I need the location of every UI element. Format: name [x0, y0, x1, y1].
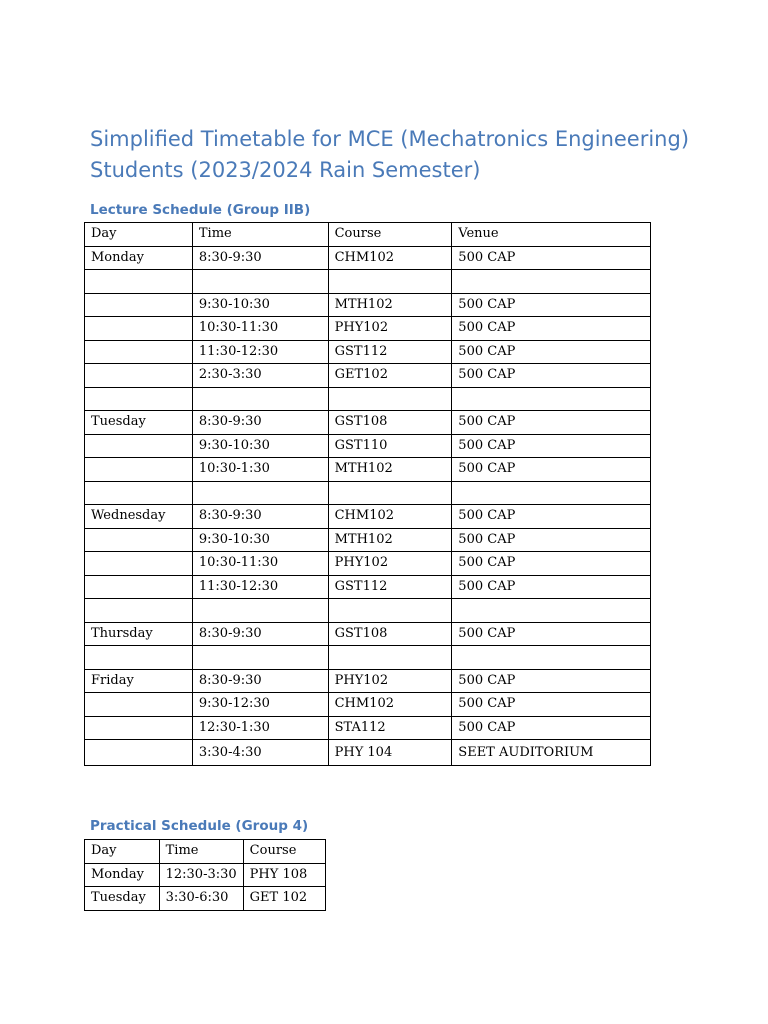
course-cell: PHY102: [328, 552, 452, 576]
venue-cell: 500 CAP: [452, 340, 651, 364]
course-cell: GET102: [328, 364, 452, 388]
day-cell: Tuesday: [85, 887, 160, 911]
course-cell: GST108: [328, 622, 452, 646]
course-cell: [328, 599, 452, 623]
course-cell: GST112: [328, 575, 452, 599]
course-cell: PHY 104: [328, 740, 452, 766]
table-row: [85, 716, 651, 740]
time-cell: 8:30-9:30: [192, 669, 328, 693]
lecture-schedule-table: [84, 222, 651, 766]
time-cell: 9:30-10:30: [192, 434, 328, 458]
table-row: [85, 505, 651, 529]
table-row: [85, 599, 651, 623]
venue-cell: [452, 646, 651, 670]
table-row: [85, 458, 651, 482]
venue-cell: 500 CAP: [452, 246, 651, 270]
venue-cell: 500 CAP: [452, 528, 651, 552]
venue-cell: 500 CAP: [452, 364, 651, 388]
day-cell: [85, 716, 193, 740]
venue-cell: 500 CAP: [452, 505, 651, 529]
venue-cell: 500 CAP: [452, 693, 651, 717]
page-title: Simplified Timetable for MCE (Mechatronics Engineering) Students (2023/2024 Rain Semester): [90, 127, 690, 182]
course-cell: GST108: [328, 411, 452, 435]
course-cell: [328, 387, 452, 411]
time-cell: [192, 270, 328, 294]
time-cell: 12:30-3:30: [159, 863, 243, 887]
day-cell: [85, 552, 193, 576]
time-cell: 10:30-11:30: [192, 552, 328, 576]
venue-cell: 500 CAP: [452, 293, 651, 317]
day-cell: [85, 481, 193, 505]
day-cell: [85, 340, 193, 364]
time-cell: 8:30-9:30: [192, 622, 328, 646]
day-cell: Monday: [85, 246, 193, 270]
day-cell: [85, 317, 193, 341]
lecture-schedule-heading: Lecture Schedule (Group IIB): [90, 202, 311, 218]
course-cell: MTH102: [328, 458, 452, 482]
table-row: [85, 740, 651, 766]
day-cell: [85, 528, 193, 552]
course-cell: GST112: [328, 340, 452, 364]
table-row: [85, 863, 326, 887]
time-cell: 11:30-12:30: [192, 340, 328, 364]
practical-schedule-heading: Practical Schedule (Group 4): [90, 818, 309, 834]
day-cell: [85, 599, 193, 623]
course-cell: CHM102: [328, 246, 452, 270]
venue-cell: [452, 481, 651, 505]
venue-cell: 500 CAP: [452, 458, 651, 482]
header-cell: Day: [85, 223, 193, 247]
time-cell: 8:30-9:30: [192, 411, 328, 435]
time-cell: 8:30-9:30: [192, 505, 328, 529]
venue-cell: 500 CAP: [452, 552, 651, 576]
table-row: [85, 293, 651, 317]
day-cell: Tuesday: [85, 411, 193, 435]
day-cell: [85, 293, 193, 317]
table-row: [85, 270, 651, 294]
time-cell: 11:30-12:30: [192, 575, 328, 599]
table-row: [85, 434, 651, 458]
header-cell: Course: [328, 223, 452, 247]
time-cell: [192, 481, 328, 505]
table-row: [85, 622, 651, 646]
table-row: [85, 669, 651, 693]
venue-cell: 500 CAP: [452, 411, 651, 435]
course-cell: GST110: [328, 434, 452, 458]
course-cell: [328, 270, 452, 294]
venue-cell: 500 CAP: [452, 434, 651, 458]
course-cell: [328, 646, 452, 670]
day-cell: [85, 364, 193, 388]
table-row: [85, 693, 651, 717]
table-header-row: [85, 223, 651, 247]
venue-cell: 500 CAP: [452, 317, 651, 341]
header-cell: Time: [159, 840, 243, 864]
day-cell: Thursday: [85, 622, 193, 646]
table-row: [85, 575, 651, 599]
table-row: [85, 552, 651, 576]
time-cell: 3:30-4:30: [192, 740, 328, 766]
venue-cell: [452, 599, 651, 623]
day-cell: [85, 458, 193, 482]
day-cell: [85, 387, 193, 411]
course-cell: MTH102: [328, 293, 452, 317]
day-cell: Wednesday: [85, 505, 193, 529]
venue-cell: [452, 270, 651, 294]
course-cell: GET 102: [243, 887, 325, 911]
day-cell: [85, 740, 193, 766]
time-cell: 9:30-10:30: [192, 528, 328, 552]
time-cell: 9:30-10:30: [192, 293, 328, 317]
time-cell: [192, 599, 328, 623]
course-cell: PHY 108: [243, 863, 325, 887]
course-cell: CHM102: [328, 505, 452, 529]
time-cell: 10:30-1:30: [192, 458, 328, 482]
table-row: [85, 364, 651, 388]
course-cell: CHM102: [328, 693, 452, 717]
header-cell: Venue: [452, 223, 651, 247]
day-cell: [85, 646, 193, 670]
day-cell: [85, 270, 193, 294]
venue-cell: 500 CAP: [452, 575, 651, 599]
course-cell: [328, 481, 452, 505]
table-row: [85, 387, 651, 411]
course-cell: PHY102: [328, 669, 452, 693]
day-cell: Friday: [85, 669, 193, 693]
table-header-row: [85, 840, 326, 864]
course-cell: MTH102: [328, 528, 452, 552]
time-cell: 12:30-1:30: [192, 716, 328, 740]
table-row: [85, 528, 651, 552]
time-cell: 10:30-11:30: [192, 317, 328, 341]
table-row: [85, 481, 651, 505]
time-cell: 8:30-9:30: [192, 246, 328, 270]
venue-cell: 500 CAP: [452, 716, 651, 740]
time-cell: [192, 387, 328, 411]
day-cell: [85, 434, 193, 458]
venue-cell: SEET AUDITORIUM: [452, 740, 651, 766]
time-cell: 3:30-6:30: [159, 887, 243, 911]
day-cell: [85, 575, 193, 599]
header-cell: Day: [85, 840, 160, 864]
table-row: [85, 317, 651, 341]
table-row: [85, 340, 651, 364]
day-cell: [85, 693, 193, 717]
venue-cell: [452, 387, 651, 411]
table-row: [85, 411, 651, 435]
course-cell: STA112: [328, 716, 452, 740]
venue-cell: 500 CAP: [452, 669, 651, 693]
header-cell: Course: [243, 840, 325, 864]
day-cell: Monday: [85, 863, 160, 887]
table-row: [85, 246, 651, 270]
time-cell: [192, 646, 328, 670]
venue-cell: 500 CAP: [452, 622, 651, 646]
time-cell: 9:30-12:30: [192, 693, 328, 717]
time-cell: 2:30-3:30: [192, 364, 328, 388]
header-cell: Time: [192, 223, 328, 247]
course-cell: PHY102: [328, 317, 452, 341]
table-row: [85, 887, 326, 911]
table-row: [85, 646, 651, 670]
practical-schedule-table: [84, 839, 326, 911]
